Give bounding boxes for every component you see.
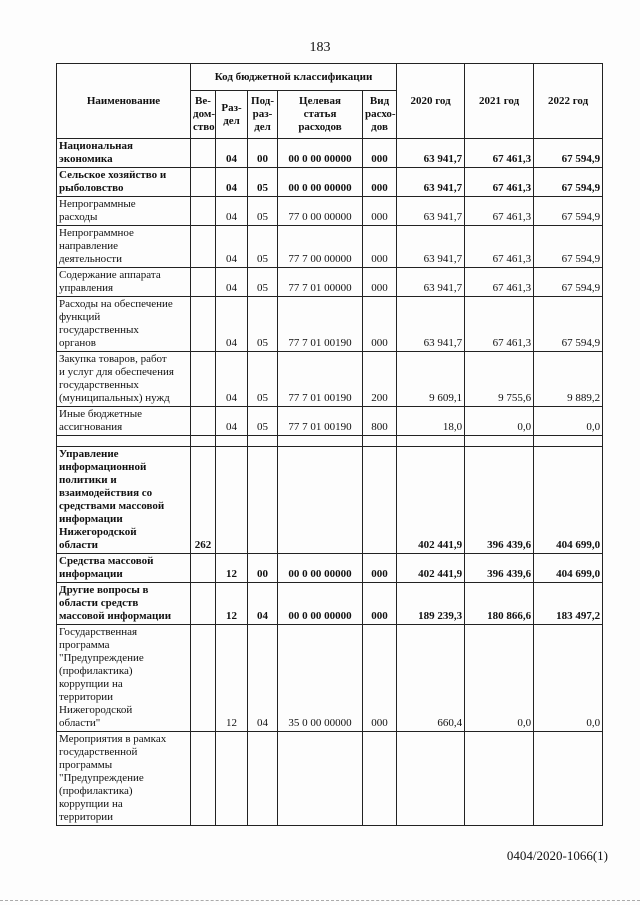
cell-2022: 67 594,9 — [534, 139, 603, 168]
cell-razdel: 04 — [216, 407, 248, 436]
cell-podrazdel — [248, 436, 278, 447]
cell-razdel — [216, 447, 248, 554]
cell-podrazdel: 05 — [248, 407, 278, 436]
table-row — [57, 297, 603, 352]
cell-vid: 000 — [363, 554, 397, 583]
table-row — [57, 226, 603, 268]
cell-podrazdel: 00 — [248, 554, 278, 583]
cell-2021: 0,0 — [465, 407, 534, 436]
cell-vid: 000 — [363, 625, 397, 732]
cell-ved — [191, 583, 216, 625]
cell-ved — [191, 732, 216, 826]
cell-vid — [363, 732, 397, 826]
cell-target — [278, 436, 363, 447]
cell-target — [278, 732, 363, 826]
cell-podrazdel: 05 — [248, 352, 278, 407]
cell-target: 77 7 00 00000 — [278, 226, 363, 268]
header-2022: 2022 год — [534, 64, 603, 139]
cell-name: Мероприятия в рамках государственной программы "Предупреждение (профилактика) коррупции на территории — [57, 732, 191, 826]
cell-ved — [191, 139, 216, 168]
cell-razdel: 04 — [216, 268, 248, 297]
cell-razdel — [216, 732, 248, 826]
cell-2021 — [465, 436, 534, 447]
cell-ved — [191, 197, 216, 226]
cell-target: 00 0 00 00000 — [278, 583, 363, 625]
cell-razdel: 04 — [216, 139, 248, 168]
cell-2020: 63 941,7 — [397, 197, 465, 226]
cell-ved — [191, 436, 216, 447]
cell-vid: 000 — [363, 139, 397, 168]
cell-2020: 63 941,7 — [397, 168, 465, 197]
cell-2022: 404 699,0 — [534, 554, 603, 583]
table-row — [57, 407, 603, 436]
header-name: Наименование — [57, 64, 191, 139]
cell-2020: 402 441,9 — [397, 554, 465, 583]
cell-ved — [191, 168, 216, 197]
cell-2021: 67 461,3 — [465, 139, 534, 168]
cell-target: 77 7 01 00190 — [278, 352, 363, 407]
cell-podrazdel — [248, 732, 278, 826]
cell-2021: 67 461,3 — [465, 197, 534, 226]
cell-target — [278, 447, 363, 554]
cell-razdel: 04 — [216, 168, 248, 197]
cell-2020: 402 441,9 — [397, 447, 465, 554]
cell-target: 77 0 00 00000 — [278, 197, 363, 226]
cell-vid: 800 — [363, 407, 397, 436]
table-row — [57, 197, 603, 226]
cell-target: 00 0 00 00000 — [278, 554, 363, 583]
cell-name: Управление информационной политики и взаимодействия со средствами массовой информации Нижегородской области — [57, 447, 191, 554]
cell-name: Государственная программа "Предупреждение (профилактика) коррупции на территории Нижегородской области" — [57, 625, 191, 732]
cell-razdel: 04 — [216, 297, 248, 352]
table-row — [57, 139, 603, 168]
cell-name: Расходы на обеспечение функций государственных органов — [57, 297, 191, 352]
table-row — [57, 436, 603, 447]
cell-2022: 0,0 — [534, 407, 603, 436]
header-razdel: Раз- дел — [216, 91, 248, 139]
cell-2022 — [534, 436, 603, 447]
table-body — [57, 139, 603, 826]
cell-vid: 000 — [363, 168, 397, 197]
cell-2020 — [397, 436, 465, 447]
cell-target: 00 0 00 00000 — [278, 139, 363, 168]
table-row — [57, 447, 603, 554]
table-row — [57, 583, 603, 625]
cell-2020: 9 609,1 — [397, 352, 465, 407]
cell-2021: 180 866,6 — [465, 583, 534, 625]
page-edge-line — [0, 900, 640, 902]
cell-podrazdel — [248, 447, 278, 554]
cell-ved — [191, 226, 216, 268]
cell-razdel: 12 — [216, 625, 248, 732]
cell-target: 35 0 00 00000 — [278, 625, 363, 732]
cell-name: Содержание аппарата управления — [57, 268, 191, 297]
cell-2022: 67 594,9 — [534, 268, 603, 297]
cell-razdel: 12 — [216, 554, 248, 583]
budget-table — [56, 63, 603, 826]
cell-razdel: 04 — [216, 352, 248, 407]
table-row — [57, 625, 603, 732]
cell-vid: 000 — [363, 583, 397, 625]
table-row — [57, 268, 603, 297]
cell-2021: 67 461,3 — [465, 297, 534, 352]
cell-name — [57, 436, 191, 447]
cell-podrazdel: 04 — [248, 583, 278, 625]
cell-vid: 000 — [363, 197, 397, 226]
table-row — [57, 554, 603, 583]
cell-2021: 396 439,6 — [465, 447, 534, 554]
cell-podrazdel: 05 — [248, 268, 278, 297]
cell-2022: 67 594,9 — [534, 197, 603, 226]
cell-target: 77 7 01 00000 — [278, 268, 363, 297]
cell-vid: 200 — [363, 352, 397, 407]
cell-2022: 404 699,0 — [534, 447, 603, 554]
cell-name: Непрограммные расходы — [57, 197, 191, 226]
cell-2020: 63 941,7 — [397, 297, 465, 352]
cell-razdel — [216, 436, 248, 447]
cell-vid — [363, 436, 397, 447]
cell-2020 — [397, 732, 465, 826]
cell-ved — [191, 297, 216, 352]
page-number: 183 — [309, 40, 331, 55]
cell-razdel: 04 — [216, 226, 248, 268]
cell-ved — [191, 407, 216, 436]
cell-ved — [191, 554, 216, 583]
cell-razdel: 12 — [216, 583, 248, 625]
cell-2021: 0,0 — [465, 625, 534, 732]
cell-2021: 396 439,6 — [465, 554, 534, 583]
cell-target: 77 7 01 00190 — [278, 407, 363, 436]
cell-2021 — [465, 732, 534, 826]
cell-podrazdel: 00 — [248, 139, 278, 168]
cell-name: Национальная экономика — [57, 139, 191, 168]
cell-2022: 67 594,9 — [534, 297, 603, 352]
cell-2022: 9 889,2 — [534, 352, 603, 407]
cell-vid: 000 — [363, 297, 397, 352]
cell-name: Сельское хозяйство и рыболовство — [57, 168, 191, 197]
cell-name: Средства массовой информации — [57, 554, 191, 583]
cell-name: Закупка товаров, работ и услуг для обеспечения государственных (муниципальных) нужд — [57, 352, 191, 407]
cell-target: 77 7 01 00190 — [278, 297, 363, 352]
cell-podrazdel: 04 — [248, 625, 278, 732]
header-2021: 2021 год — [465, 64, 534, 139]
cell-2021: 9 755,6 — [465, 352, 534, 407]
cell-ved — [191, 625, 216, 732]
cell-2020: 63 941,7 — [397, 139, 465, 168]
cell-2020: 189 239,3 — [397, 583, 465, 625]
header-ved: Ве- дом- ство — [191, 91, 216, 139]
cell-2021: 67 461,3 — [465, 168, 534, 197]
header-2020: 2020 год — [397, 64, 465, 139]
cell-ved — [191, 268, 216, 297]
cell-name: Иные бюджетные ассигнования — [57, 407, 191, 436]
cell-ved: 262 — [191, 447, 216, 554]
table-row — [57, 352, 603, 407]
header-target: Целевая статья расходов — [278, 91, 363, 139]
cell-2020: 18,0 — [397, 407, 465, 436]
header-classification-group: Код бюджетной классификации — [191, 64, 397, 91]
cell-vid: 000 — [363, 226, 397, 268]
cell-2022: 67 594,9 — [534, 168, 603, 197]
cell-2020: 63 941,7 — [397, 268, 465, 297]
cell-name: Непрограммное направление деятельности — [57, 226, 191, 268]
cell-podrazdel: 05 — [248, 226, 278, 268]
cell-2021: 67 461,3 — [465, 226, 534, 268]
table-header — [57, 64, 603, 139]
cell-name: Другие вопросы в области средств массовой информации — [57, 583, 191, 625]
cell-2022: 0,0 — [534, 625, 603, 732]
cell-2020: 660,4 — [397, 625, 465, 732]
cell-vid: 000 — [363, 268, 397, 297]
cell-2022 — [534, 732, 603, 826]
header-podrazdel: Под- раз- дел — [248, 91, 278, 139]
cell-razdel: 04 — [216, 197, 248, 226]
cell-podrazdel: 05 — [248, 197, 278, 226]
cell-podrazdel: 05 — [248, 168, 278, 197]
cell-ved — [191, 352, 216, 407]
header-vid: Вид расхо- дов — [363, 91, 397, 139]
cell-vid — [363, 447, 397, 554]
cell-2020: 63 941,7 — [397, 226, 465, 268]
cell-target: 00 0 00 00000 — [278, 168, 363, 197]
table-row — [57, 168, 603, 197]
table-row — [57, 732, 603, 826]
cell-2022: 67 594,9 — [534, 226, 603, 268]
cell-podrazdel: 05 — [248, 297, 278, 352]
cell-2021: 67 461,3 — [465, 268, 534, 297]
footer-code: 0404/2020-1066(1) — [506, 848, 608, 863]
cell-2022: 183 497,2 — [534, 583, 603, 625]
